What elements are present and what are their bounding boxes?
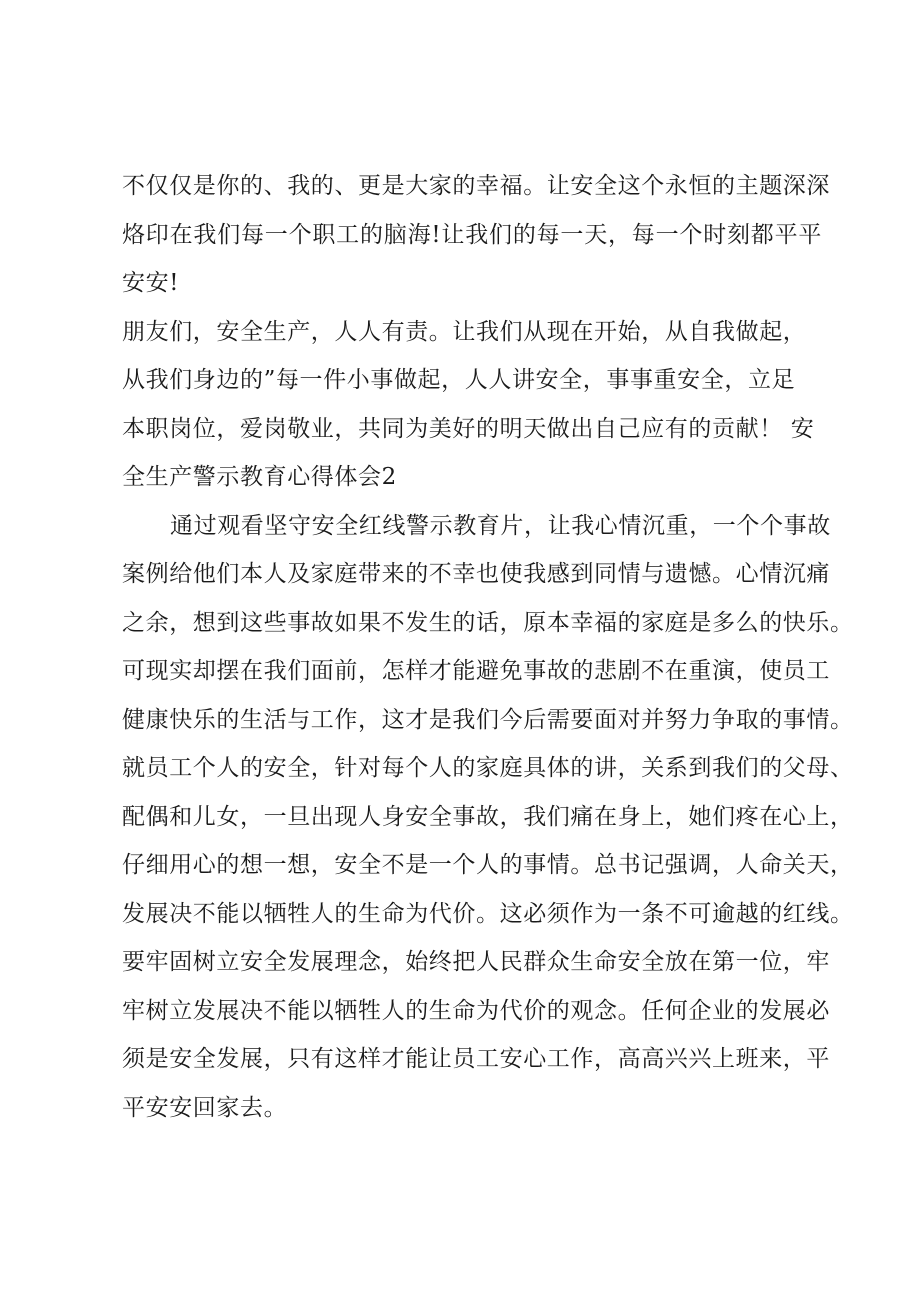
- text-line: 健康快乐的生活与工作，这才是我们今后需要面对并努力争取的事情。: [122, 707, 854, 733]
- text-line: 安安!: [122, 270, 180, 296]
- text-line: 就员工个人的安全，针对每个人的家庭具体的讲，关系到我们的父母、: [122, 755, 854, 781]
- text-line: 从我们身边的”每一件小事做起，人人讲安全，事事重安全，立足: [122, 367, 796, 393]
- text-line: 不仅仅是你的、我的、更是大家的幸福。让安全这个永恒的主题深深: [122, 173, 830, 199]
- text-line: 本职岗位，爱岗敬业，共同为美好的明天做出自己应有的贡献！ 安: [122, 416, 815, 442]
- text-line: 须是安全发展，只有这样才能让员工安心工作，高高兴兴上班来，平: [122, 1046, 830, 1072]
- text-line: 发展决不能以牺牲人的生命为代价。这必须作为一条不可逾越的红线。: [122, 901, 854, 927]
- text-line: 通过观看坚守安全红线警示教育片，让我心情沉重，一个个事故: [170, 513, 831, 539]
- section-heading: 全生产警示教育心得体会2: [122, 464, 397, 490]
- text-line: 仔细用心的想一想，安全不是一个人的事情。总书记强调，人命关天，: [122, 852, 854, 878]
- text-line: 配偶和儿女，一旦出现人身安全事故，我们痛在身上，她们疼在心上，: [122, 804, 854, 830]
- text-line: 要牢固树立安全发展理念，始终把人民群众生命安全放在第一位，牢: [122, 949, 830, 975]
- text-line: 牢树立发展决不能以牺牲人的生命为代价的观念。任何企业的发展必: [122, 998, 830, 1024]
- text-line: 烙印在我们每一个职工的脑海!让我们的每一天，每一个时刻都平平: [122, 222, 822, 248]
- text-line: 朋友们，安全生产，人人有责。让我们从现在开始，从自我做起，: [122, 319, 807, 345]
- text-line: 可现实却摆在我们面前，怎样才能避免事故的悲剧不在重演，使员工: [122, 658, 830, 684]
- text-line: 平安安回家去。: [122, 1095, 288, 1121]
- text-line: 案例给他们本人及家庭带来的不幸也使我感到同情与遗憾。心情沉痛: [122, 561, 830, 587]
- text-line: 之余，想到这些事故如果不发生的话，原本幸福的家庭是多么的快乐。: [122, 610, 854, 636]
